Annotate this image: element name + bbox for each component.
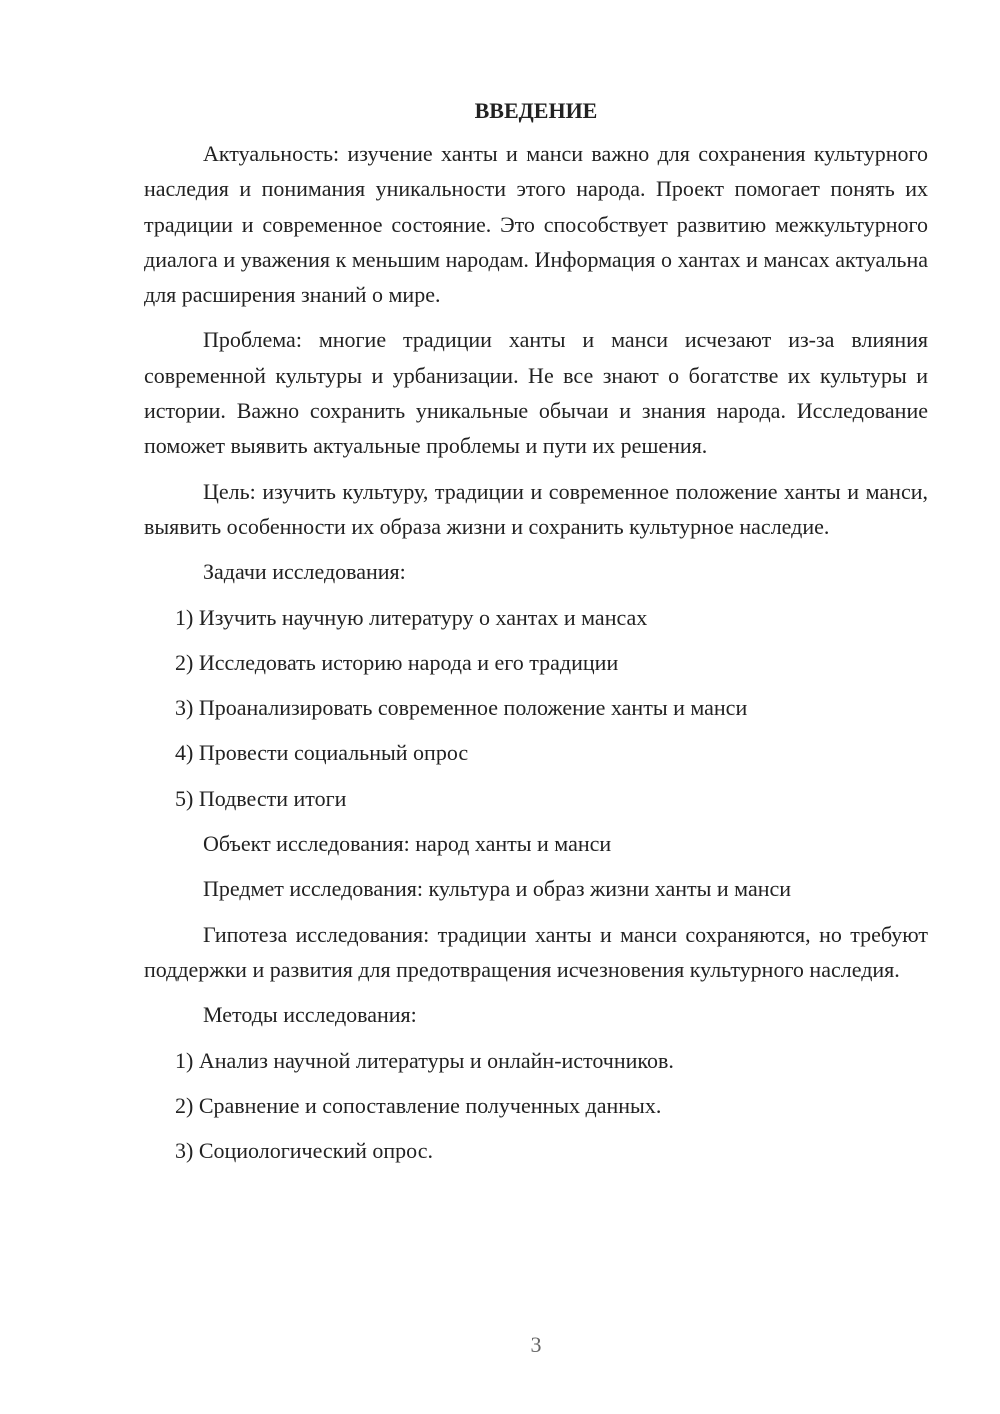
method-item: 1) Анализ научной литературы и онлайн-источников.: [175, 1047, 674, 1073]
tasks-heading: Задачи исследования:: [203, 559, 406, 585]
section-title: ВВЕДЕНИЕ: [474, 98, 598, 123]
task-item: 2) Исследовать историю народа и его традиции: [175, 649, 619, 675]
task-item: 5) Подвести итоги: [175, 785, 347, 811]
goal-paragraph: Цель: изучить культуру, традиции и современное положение ханты и манси, выявить особенности их образа жизни и сохранить культурное наследие.: [144, 478, 928, 539]
methods-heading: Методы исследования:: [203, 1002, 417, 1028]
document-page: [144, 92, 928, 1168]
problem-paragraph: Проблема: многие традиции ханты и манси исчезают из-за влияния современной культуры и урбанизации. Не все знают о богатстве их культуры и истории. Важно сохранить уникальные обычаи и знания народа. Исследование поможет выявить актуальные проблемы и пути их решения.: [144, 327, 928, 459]
page-number: 3: [530, 1332, 542, 1357]
subject-line: Предмет исследования: культура и образ жизни ханты и манси: [203, 876, 792, 902]
method-item: 3) Социологический опрос.: [175, 1138, 433, 1164]
task-item: 1) Изучить научную литературу о хантах и мансах: [175, 604, 648, 630]
relevance-paragraph: Актуальность: изучение ханты и манси важно для сохранения культурного наследия и понимания уникальности этого народа. Проект помогает понять их традиции и современное состояние. Это способствует развитию межкультурного диалога и уважения к меньшим народам. Информация о хантах и мансах актуальна для расширения знаний о мире.: [144, 141, 928, 308]
object-line: Объект исследования: народ ханты и манси: [203, 831, 612, 857]
hypothesis-paragraph: Гипотеза исследования: традиции ханты и манси сохраняются, но требуют поддержки и развития для предотвращения исчезновения культурного наследия.: [144, 921, 928, 982]
task-item: 3) Проанализировать современное положение ханты и манси: [175, 695, 748, 721]
method-item: 2) Сравнение и сопоставление полученных данных.: [175, 1092, 662, 1118]
task-item: 4) Провести социальный опрос: [175, 740, 469, 766]
